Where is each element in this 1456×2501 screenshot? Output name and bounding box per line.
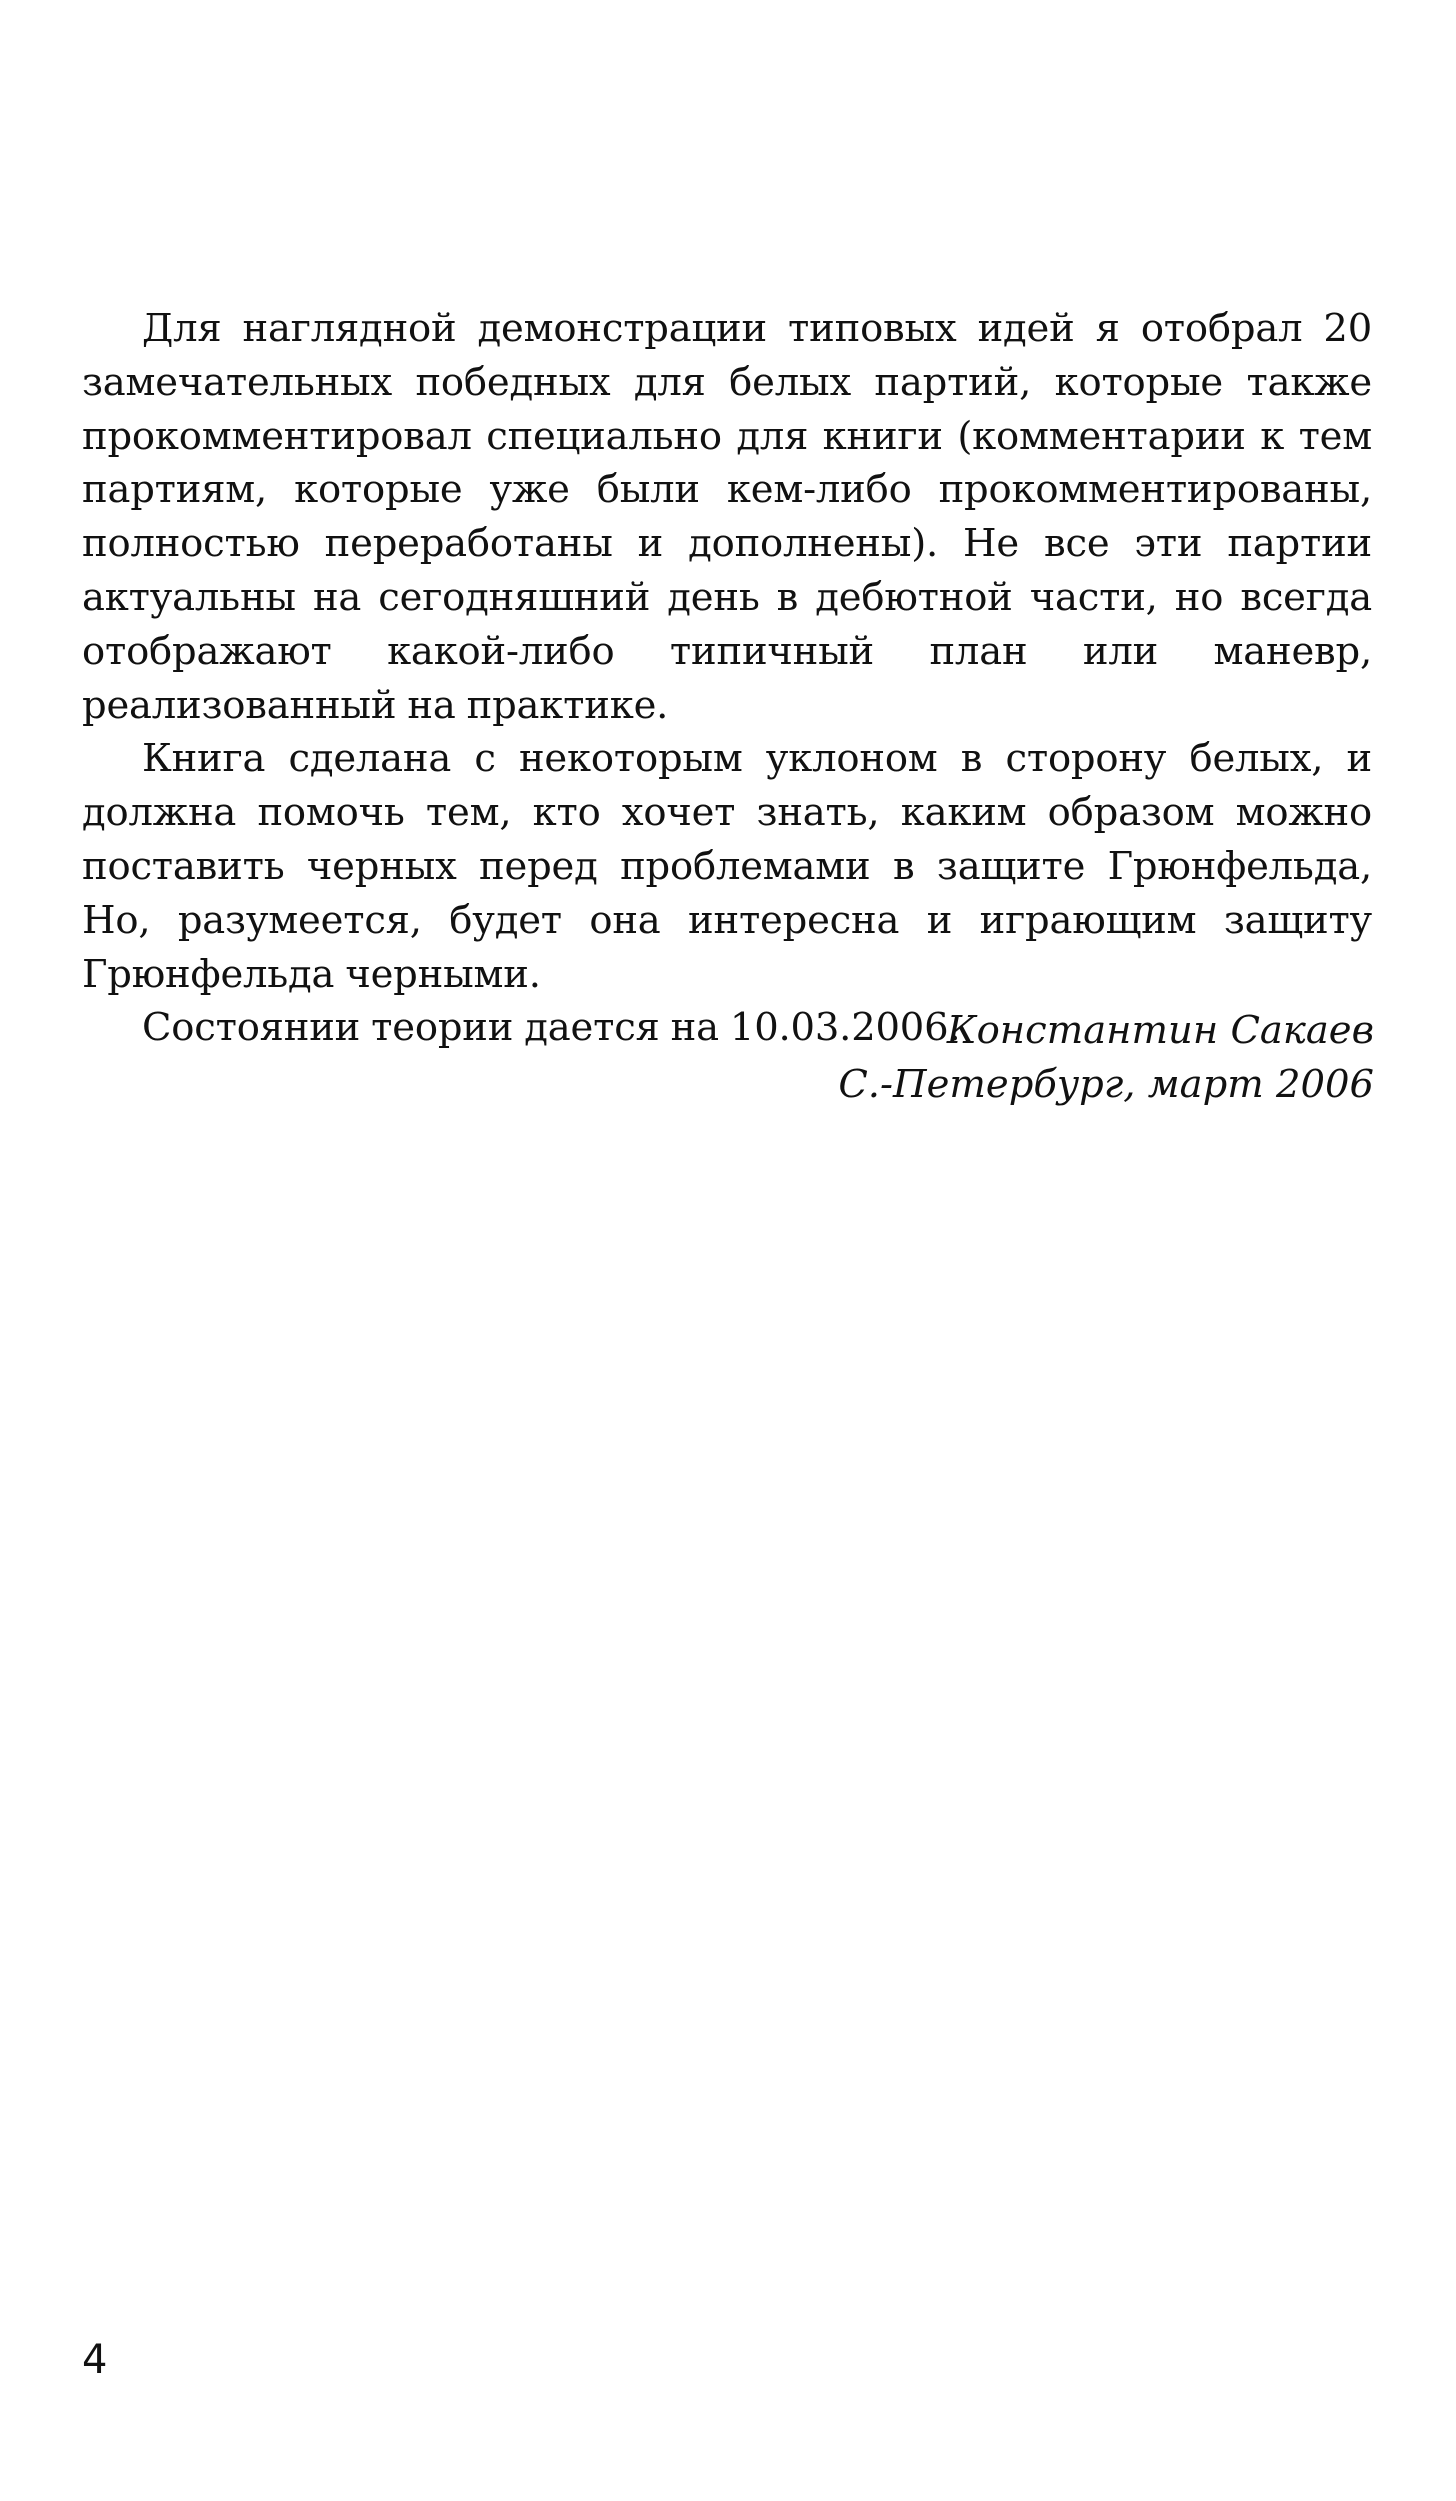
paragraph-theory-date: Состоянии теории дается на 10.03.2006. — [142, 1005, 961, 1051]
paragraph-typical-ideas: Для наглядной демонстрации типовых идей я отобрал 20 замечательных победных для белых партий, которые также прокомментировал специально для книги (комментарии к тем партиям, которые уже были кем-либо прокомментированы, полностью переработаны и дополнены). Не все эти партии актуальны на сегодняшний день в дебютной части, но всегда отображают какой-либо типичный план или маневр, реализованный на практике. — [82, 306, 1372, 728]
page-number: 4 — [82, 2337, 108, 2383]
body-text — [82, 302, 1372, 1055]
paragraph-book-orientation: Книга сделана с некоторым уклоном в сторону белых, и должна помочь тем, кто хочет знать, каким образом можно поставить черных перед проблемами в защите Грюнфельда, Но, разумеется, будет она интересна и играющим защиту Грюнфельда черными. — [82, 736, 1372, 997]
signature-block — [838, 1004, 1374, 1112]
signature-place-date: С.-Петербург, март 2006 — [838, 1062, 1374, 1107]
signature-author: Константин Сакаев — [946, 1008, 1374, 1053]
